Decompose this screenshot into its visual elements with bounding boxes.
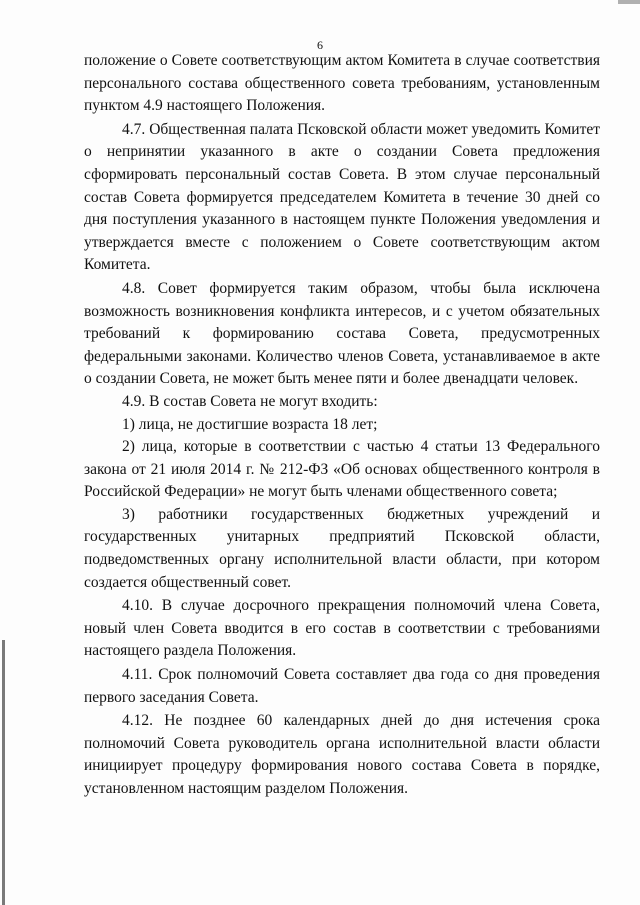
paragraph-4-7: 4.7. Общественная палата Псковской области может уведомить Комитет о непринятии указанного в акте о создании Совета предложения сформировать персональный состав Совета. В этом случае персональный состав Совета формируется председателем Комитета в течение 30 дней со дня поступления указанного в настоящем пункте Положения уведомления и утверждается вместе с положением о Совете соответствующим актом Комитета. (84, 120, 600, 274)
paragraph-continuation: положение о Совете соответствующим актом Комитета в случае соответствия персонального состава общественного совета требованиям, установленным пунктом 4.9 настоящего Положения. (84, 52, 600, 115)
list-item-2: 2) лица, которые в соответствии с частью 4 статьи 13 Федерального закона от 21 июля 2014 г. № 212-ФЗ «Об основах общественного контроля в Российской Федерации» не могут быть членами общественного совета; (84, 438, 600, 501)
paragraph-4-8: 4.8. Совет формируется таким образом, чтобы была исключена возможность возникновения конфликта интересов, и с учетом обязательных требований к формированию состава Совета, предусмотренных федеральными законами. Количество членов Совета, устанавливаемое в акте о создании Совета, не может быть менее пяти и более двенадцати человек. (84, 279, 600, 388)
page-number: 6 (317, 38, 323, 52)
document-body (84, 50, 600, 801)
paragraph-4-10: 4.10. В случае досрочного прекращения полномочий члена Совета, новый член Совета вводится в его состав в соответствии с требованиями настоящего раздела Положения. (84, 597, 600, 660)
list-item-3: 3) работники государственных бюджетных учреждений и государственных унитарных предприятий Псковской области, подведомственных органу исполнительной власти области, при котором создается общественный совет. (84, 505, 600, 591)
scan-edge-mark (2, 640, 5, 905)
paragraph-4-12: 4.12. Не позднее 60 календарных дней до дня истечения срока полномочий Совета руководитель органа исполнительной власти области инициирует процедуру формирования нового состава Совета в порядке, установленном настоящим разделом Положения. (84, 712, 600, 797)
list-item-1: 1) лица, не достигшие возраста 18 лет; (122, 415, 378, 433)
paragraph-4-11: 4.11. Срок полномочий Совета составляет два года со дня проведения первого заседания Совета. (84, 666, 600, 706)
paragraph-4-9: 4.9. В состав Совета не могут входить: (122, 392, 378, 410)
scan-edge-mark (618, 0, 640, 4)
